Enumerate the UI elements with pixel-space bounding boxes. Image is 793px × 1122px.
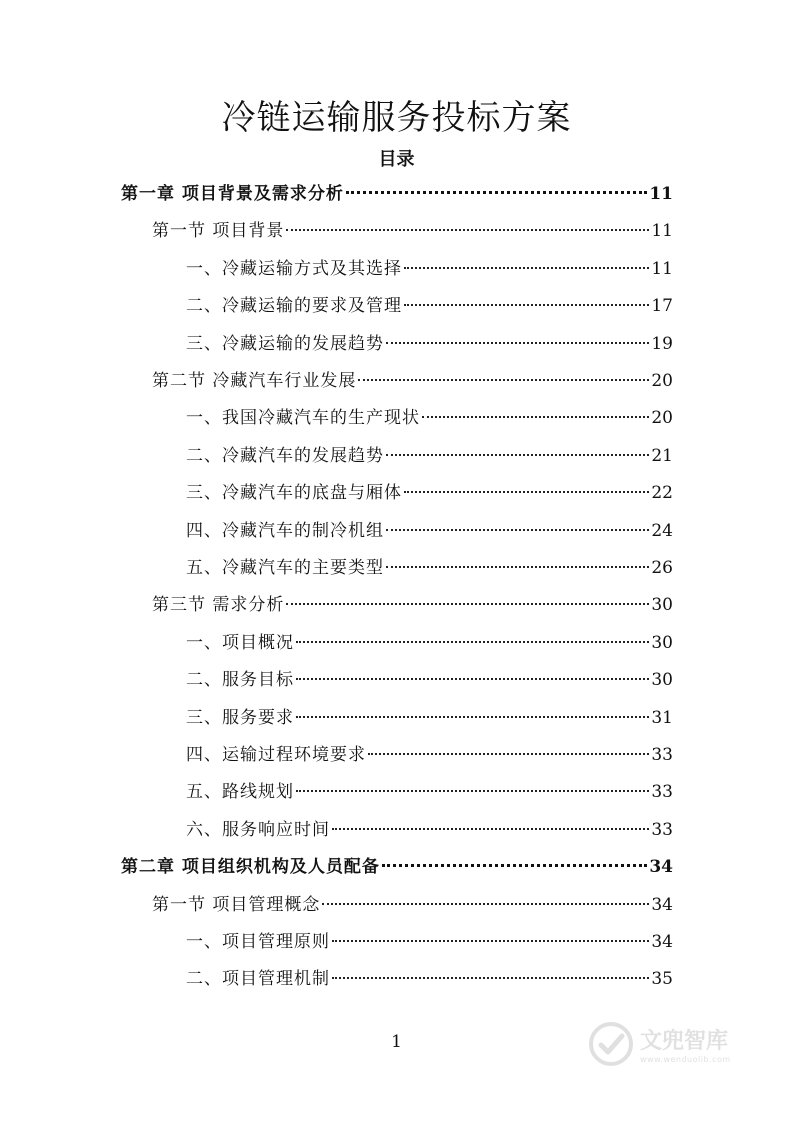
toc-entry-page: 11 [651, 258, 673, 279]
toc-entry[interactable] [152, 216, 673, 246]
toc-entry[interactable] [152, 890, 673, 920]
toc-dot-leader [296, 716, 649, 718]
toc-entry-title: 五、路线规划 [186, 782, 294, 803]
toc-entry-title: 三、冷藏运输的发展趋势 [186, 333, 384, 354]
toc-entry-page: 33 [651, 782, 673, 803]
toc-entry-title: 六、服务响应时间 [186, 819, 330, 840]
toc-entry-page: 33 [651, 745, 673, 765]
watermark [588, 1014, 758, 1074]
toc-entry[interactable] [186, 403, 673, 433]
toc-entry-title: 第一节 项目管理概念 [152, 894, 321, 915]
toc-dot-leader [404, 267, 649, 269]
document-title: 冷链运输服务投标方案 [221, 98, 572, 138]
wendou-logo-icon [588, 1021, 634, 1067]
toc-dot-leader [386, 529, 649, 531]
toc-dot-leader [382, 864, 647, 867]
toc-dot-leader [386, 342, 649, 344]
toc-entry[interactable] [186, 665, 673, 695]
toc-entry-title: 四、冷藏汽车的制冷机组 [186, 520, 384, 541]
toc-entry-title: 第二节 冷藏汽车行业发展 [152, 371, 357, 391]
toc-entry-page: 19 [651, 333, 673, 354]
toc-dot-leader [286, 603, 649, 605]
toc-dot-leader [368, 753, 649, 755]
toc-dot-leader [332, 828, 649, 830]
toc-entry-title: 二、冷藏运输的要求及管理 [186, 296, 402, 317]
toc-dot-leader [422, 416, 649, 418]
toc-entry[interactable] [186, 964, 673, 994]
toc-entry-title: 三、服务要求 [186, 707, 294, 728]
toc-entry-page: 33 [651, 819, 673, 840]
toc-dot-leader [332, 977, 649, 979]
toc-entry-title: 五、冷藏汽车的主要类型 [186, 558, 384, 578]
toc-entry[interactable] [186, 628, 673, 658]
toc-entry[interactable] [186, 516, 673, 546]
toc-entry[interactable] [152, 366, 673, 396]
toc-entry-title: 第一章 项目背景及需求分析 [121, 184, 344, 204]
toc-entry-page: 22 [651, 483, 673, 504]
toc-entry[interactable] [186, 703, 673, 733]
toc-entry[interactable] [152, 590, 673, 620]
toc-entry-page: 30 [651, 595, 673, 616]
toc-entry-page: 20 [651, 371, 673, 391]
toc-dot-leader [286, 229, 649, 231]
toc-entry-title: 四、运输过程环境要求 [186, 745, 366, 765]
toc-entry[interactable] [186, 777, 673, 807]
toc-dot-leader [296, 790, 649, 792]
toc-entry[interactable] [186, 815, 673, 845]
toc-entry[interactable] [186, 254, 673, 284]
toc-entry[interactable] [186, 740, 673, 770]
toc-entry-page: 34 [651, 894, 673, 915]
toc-entry[interactable] [186, 441, 673, 471]
toc-entry-title: 二、项目管理机制 [186, 969, 330, 990]
toc-entry-page: 26 [651, 558, 673, 578]
toc-entry[interactable] [186, 553, 673, 583]
toc-entry-page: 30 [651, 670, 673, 691]
page-number: 1 [391, 1032, 402, 1052]
toc-entry-page: 21 [651, 445, 673, 466]
toc-entry[interactable] [186, 927, 673, 957]
toc-dot-leader [322, 903, 649, 905]
toc-entry[interactable] [186, 329, 673, 359]
toc-entry-title: 一、冷藏运输方式及其选择 [186, 258, 402, 279]
toc-dot-leader [332, 940, 649, 942]
toc-dot-leader [346, 191, 647, 194]
toc-entry-title: 一、项目管理原则 [186, 932, 330, 952]
toc-entry[interactable] [186, 478, 673, 508]
toc-entry-page: 34 [651, 932, 673, 952]
toc-entry-title: 二、服务目标 [186, 670, 294, 691]
toc-entry[interactable] [121, 179, 673, 209]
toc-entry[interactable] [186, 291, 673, 321]
toc-entry[interactable] [121, 852, 673, 882]
toc-entry-page: 11 [651, 221, 673, 242]
toc-entry-title: 第三节 需求分析 [152, 595, 285, 616]
toc-dot-leader [386, 566, 649, 568]
toc-dot-leader [296, 641, 649, 643]
toc-entry-page: 34 [649, 857, 673, 878]
toc-entry-page: 20 [651, 408, 673, 429]
toc-dot-leader [404, 304, 649, 306]
toc-entry-page: 31 [651, 707, 673, 728]
toc-entry-title: 一、我国冷藏汽车的生产现状 [186, 408, 420, 429]
toc-dot-leader [404, 491, 649, 493]
toc-dot-leader [386, 454, 649, 456]
toc-entry-page: 17 [651, 296, 673, 317]
toc-entry-title: 二、冷藏汽车的发展趋势 [186, 445, 384, 466]
watermark-name: 文兜智库 [640, 1029, 729, 1054]
toc-entry-page: 30 [651, 632, 673, 653]
toc-entry-page: 35 [651, 969, 673, 990]
toc-entry-title: 第一节 项目背景 [152, 221, 285, 242]
toc-dot-leader [296, 678, 649, 680]
toc-entry-page: 24 [651, 520, 673, 541]
toc-heading: 目录 [378, 149, 415, 170]
toc-entry-title: 第二章 项目组织机构及人员配备 [121, 857, 380, 878]
toc-entry-title: 三、冷藏汽车的底盘与厢体 [186, 483, 402, 504]
toc-entry-title: 一、项目概况 [186, 632, 294, 653]
toc-dot-leader [358, 379, 649, 381]
watermark-url: www.wenduolib.com [640, 1055, 731, 1064]
toc-entry-page: 11 [649, 184, 673, 204]
